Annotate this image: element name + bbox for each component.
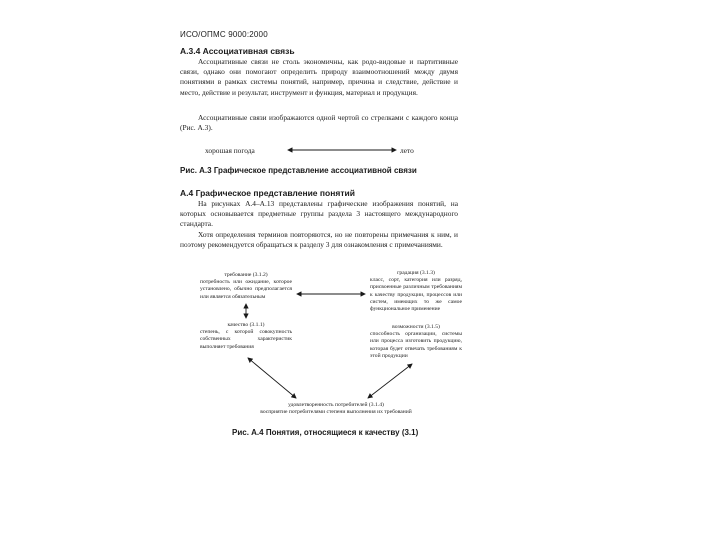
section-a4-heading: А.4 Графическое представление понятий bbox=[180, 188, 355, 198]
requirement-definition: потребность или ожидание, которое установлено, обычно предполагается или является обязательным bbox=[200, 279, 292, 300]
fig-a4-caption: Рис. А.4 Понятия, относящиеся к качеству (3.1) bbox=[232, 428, 419, 437]
section-a34-heading: А.3.4 Ассоциативная связь bbox=[180, 46, 295, 56]
fig-a3-caption: Рис. А.3 Графическое представление ассоциативной связи bbox=[180, 166, 417, 175]
capability-satisfaction-arrow bbox=[368, 364, 412, 398]
section-a34-paragraph-1: Ассоциативные связи не столь экономичны, как родо-видовые и партитивные связи, однако они помогают определить природу взаимоотношений между двумя понятиями в рамках системы понятий, например, причина и следствие, действие и место, действие и результат, инструмент и функция, материал и продукция. bbox=[180, 57, 458, 97]
section-a4-paragraph-2: Хотя определения терминов повторяются, но не повторены примечания к ним, и поэтому рекомендуется обращаться к разделу 3 для ознакомления с примечаниями. bbox=[180, 230, 458, 250]
satisfaction-definition: восприятие потребителями степени выполнения их требований bbox=[260, 409, 412, 416]
satisfaction-title: удовлетворенность потребителей (3.1.4) bbox=[288, 402, 384, 408]
quality-satisfaction-arrow bbox=[248, 358, 296, 398]
fig-a3-left-label: хорошая погода bbox=[205, 146, 255, 155]
section-a34-paragraph-2: Ассоциативные связи изображаются одной чертой со стрелками с каждого конца (Рис. А.3). bbox=[180, 113, 458, 133]
quality-title: качество (3.1.1) bbox=[227, 322, 265, 328]
document-header: ИСО/ОПМС 9000:2000 bbox=[180, 30, 268, 39]
requirement-title: требование (3.1.2) bbox=[224, 272, 268, 278]
fig-a3-right-label: лето bbox=[400, 146, 414, 155]
section-a4-paragraph-1: На рисунках А.4–А.13 представлены графические изображения понятий, на которых основывается предметные группы раздела 3 настоящего международного стандарта. bbox=[180, 199, 458, 229]
capability-definition: способность организации, системы или процесса изготовить продукцию, которая будет отвечать требованиям к этой продукции bbox=[370, 331, 462, 359]
capability-title: возможности (3.1.5) bbox=[392, 324, 440, 330]
grade-definition: класс, сорт, категория или разряд, присвоенные различным требованиям к качеству продукции, процессов или систем, имеющих то же самое функциональное применение bbox=[370, 277, 462, 313]
quality-definition: степень, с которой совокупность собственных характеристик выполняет требования bbox=[200, 329, 292, 350]
grade-title: градация (3.1.3) bbox=[397, 270, 435, 276]
